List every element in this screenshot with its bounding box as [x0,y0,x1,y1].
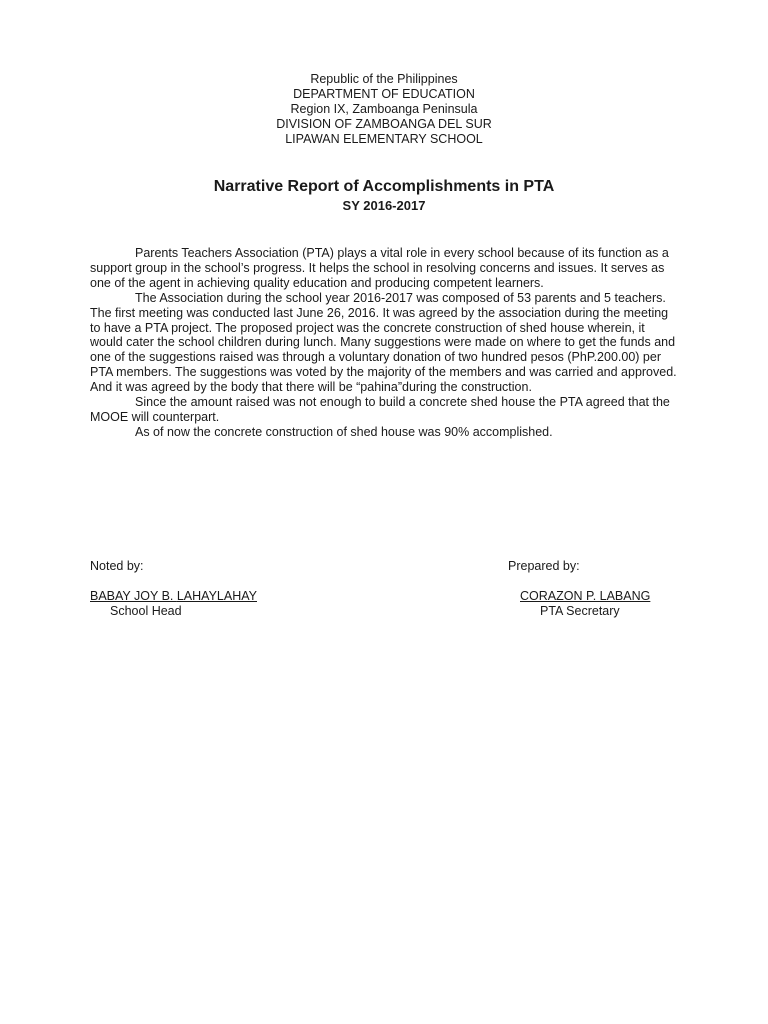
paragraph-accomplishment-status: As of now the concrete construction of shed house was 90% accomplished. [135,424,553,439]
noted-by-name [90,589,257,604]
letterhead [0,72,768,147]
prepared-by-label: Prepared by: [508,559,580,573]
letterhead-line-school: LIPAWAN ELEMENTARY SCHOOL [285,132,483,146]
paragraph-association-meeting: The Association during the school year 2016-2017 was composed of 53 parents and 5 teachers. The first meeting was conducted last June 26, 2016. It was agreed by the association during the meeting to have a PTA project. The proposed project was the concrete construction of shed house wherein, it would cater the school children during lunch. Many suggestions were made on where to get the funds and one of the suggestions raised was through a voluntary donation of two hundred pesos (PhP.200.00) per PTA members. The suggestions was voted by the majority of the members and was carried and approved. And it was agreed by the body that there will be “pahina”during the construction. [90,290,677,395]
noted-by-label: Noted by: [90,559,144,573]
letterhead-line-department: DEPARTMENT OF EDUCATION [293,87,475,101]
letterhead-line-division: DIVISION OF ZAMBOANGA DEL SUR [276,117,492,131]
paragraph-pta-role: Parents Teachers Association (PTA) plays a vital role in every school because of its function as a support group in the school’s progress. It helps the school in resolving concerns and issues. It serves as one of the agent in achieving quality education and producing competent learners. [90,246,669,290]
noted-by-name-surname: LAHAYLAHAY [176,589,257,603]
prepared-by-title: PTA Secretary [540,604,620,618]
noted-by-title: School Head [110,604,182,618]
noted-by-name-first: BABAY JOY B. [90,589,177,603]
letterhead-line-region: Region IX, Zamboanga Peninsula [290,102,478,116]
paragraph-mooe-counterpart: Since the amount raised was not enough to build a concrete shed house the PTA agreed that the MOOE will counterpart. [90,395,670,424]
report-body [90,246,680,440]
document-subtitle: SY 2016-2017 [342,198,426,213]
letterhead-line-republic: Republic of the Philippines [310,72,458,86]
document-title: Narrative Report of Accomplishments in PTA [213,178,555,195]
prepared-by-name: CORAZON P. LABANG [520,589,651,603]
